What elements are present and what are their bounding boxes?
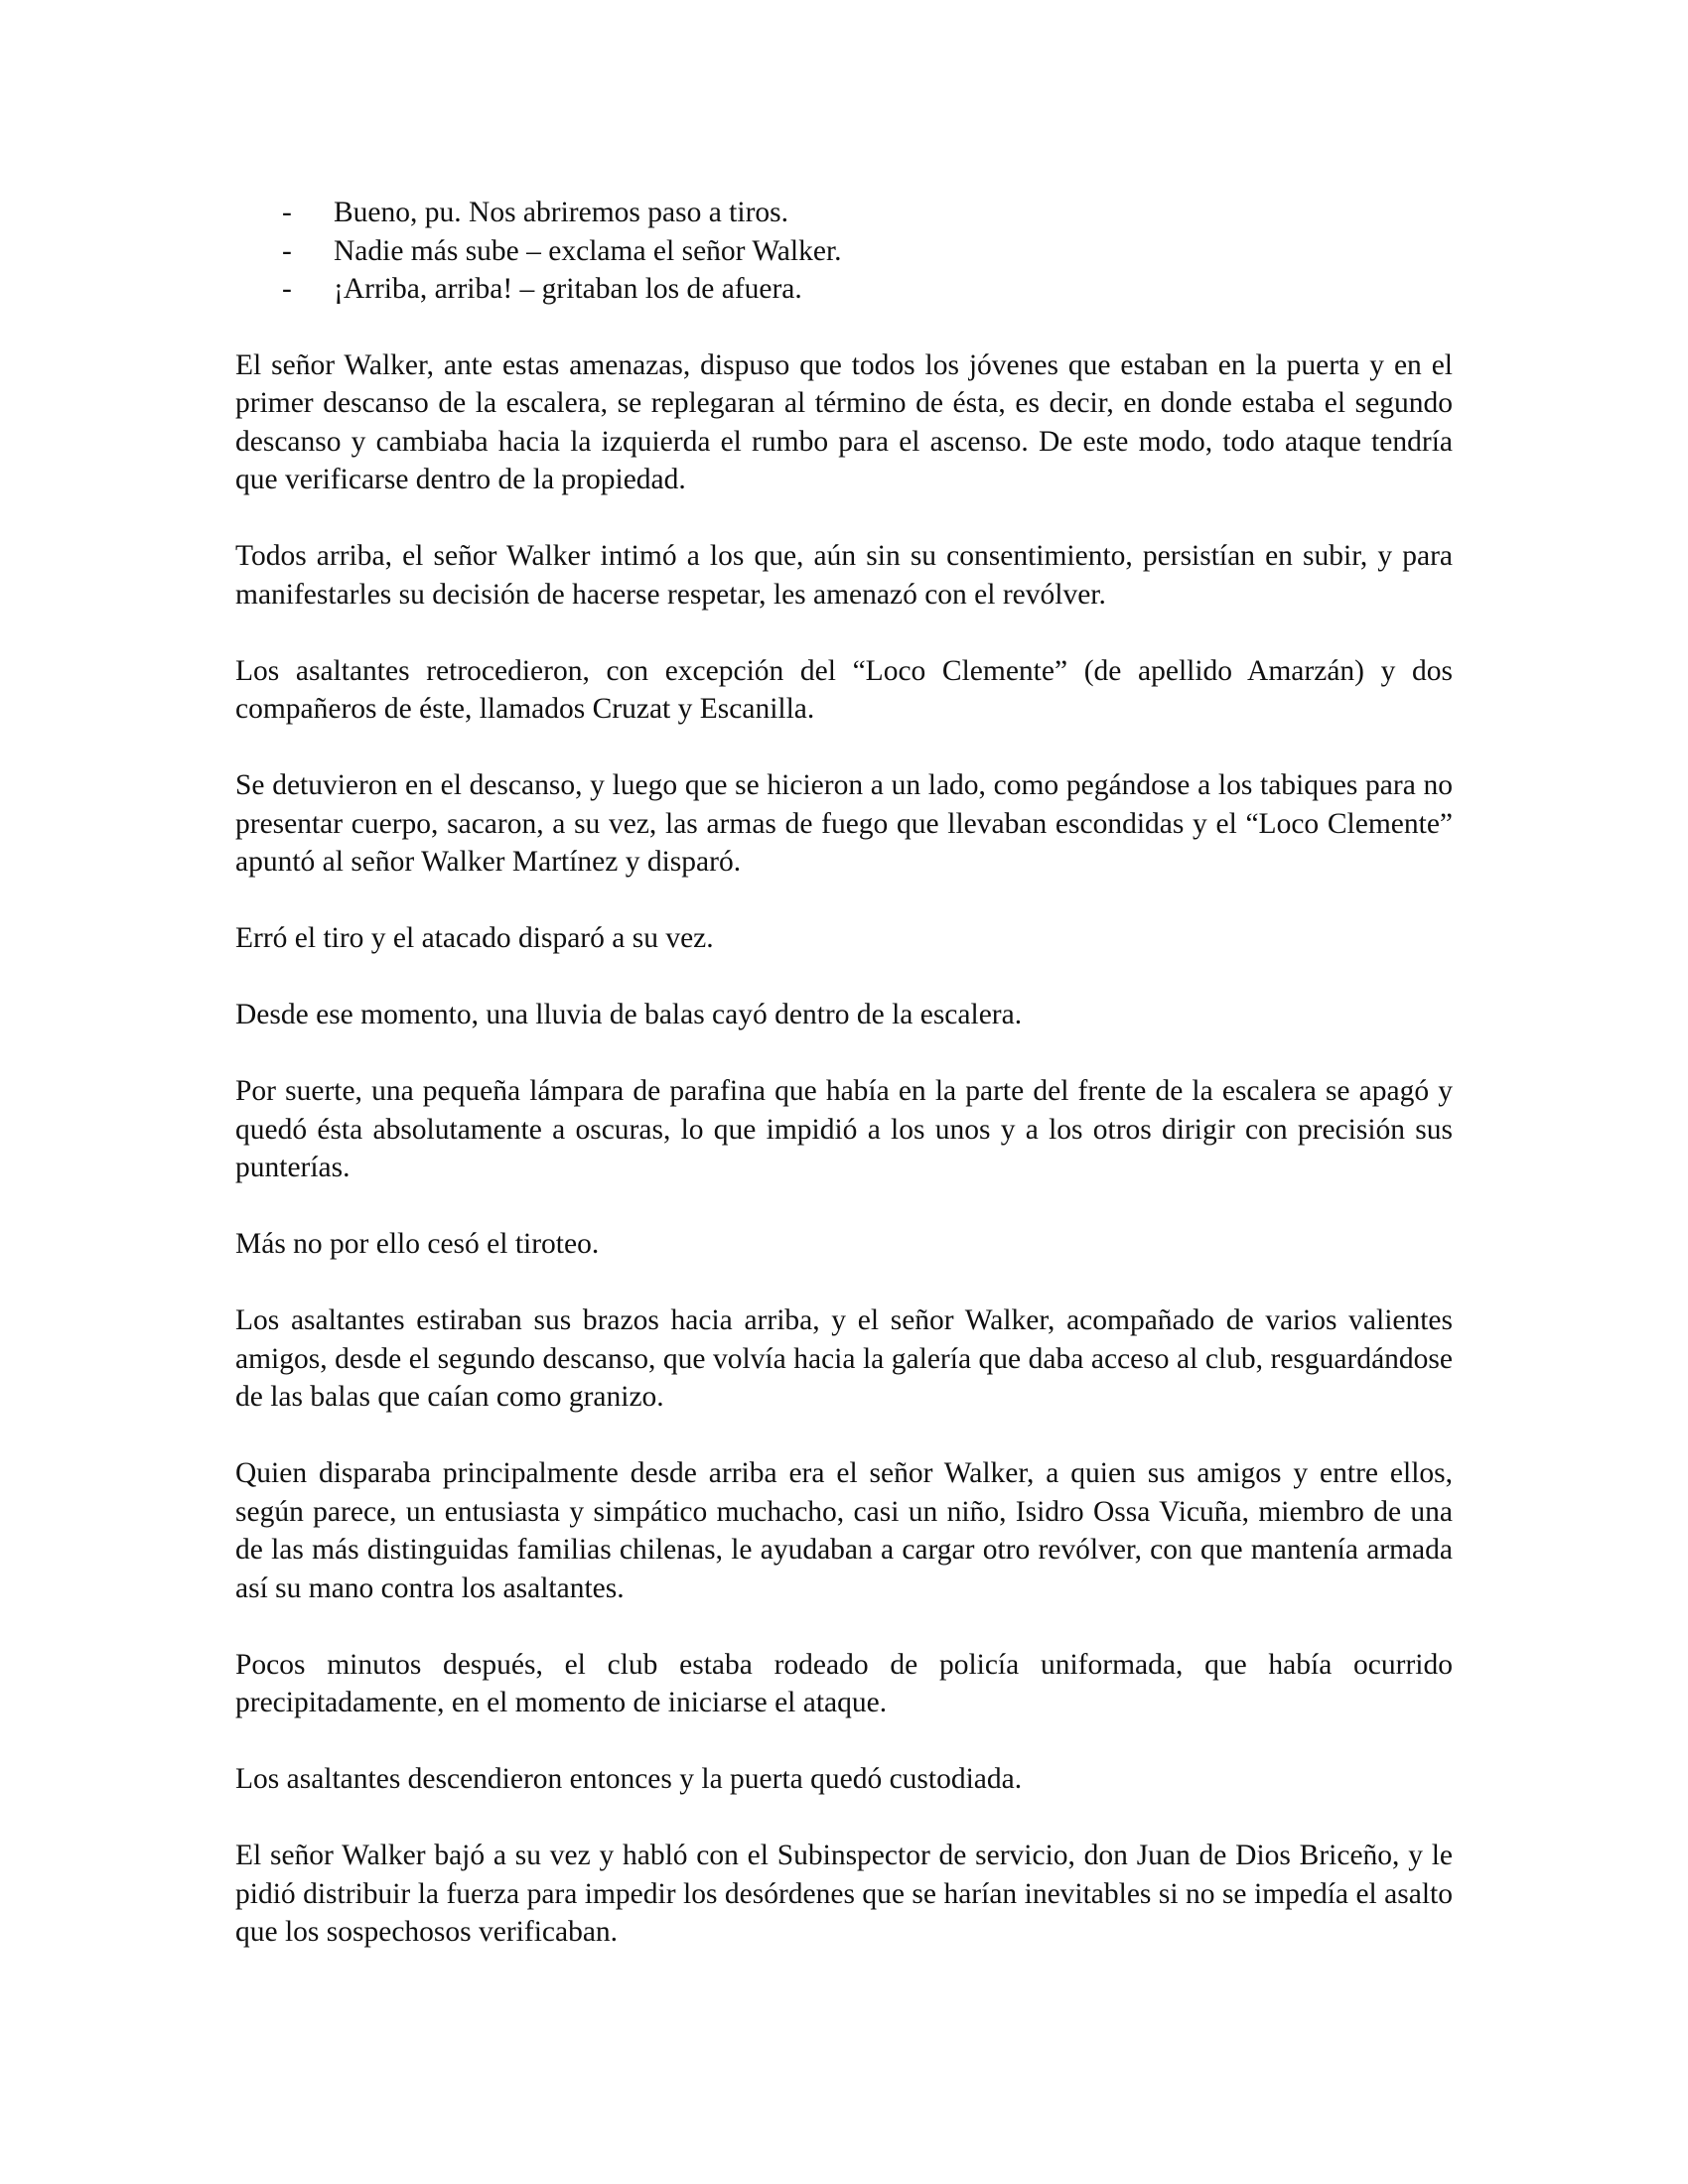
paragraph: Por suerte, una pequeña lámpara de parafina que había en la parte del frente de la escalera se apagó y quedó ésta absolutamente a oscuras, lo que impidió a los unos y a los otros dirigir con precisión sus punterías. [235,1075,1453,1183]
paragraph: El señor Walker, ante estas amenazas, dispuso que todos los jóvenes que estaban en la puerta y en el primer descanso de la escalera, se replegaran al término de ésta, es decir, en donde estaba el segundo descanso y cambiaba hacia la izquierda el rumbo para el ascenso. De este modo, todo ataque tendría que verificarse dentro de la propiedad. [235,348,1453,495]
paragraph: El señor Walker bajó a su vez y habló con el Subinspector de servicio, don Juan de Dios Briceño, y le pidió distribuir la fuerza para impedir los desórdenes que se harían inevitables si no se impedía el asalto que los sospechosos verificaban. [235,1840,1453,1948]
dialogue-list [235,194,1453,309]
paragraph: Los asaltantes estiraban sus brazos hacia arriba, y el señor Walker, acompañado de varios valientes amigos, desde el segundo descanso, que volvía hacia la galería que daba acceso al club, resguardándose de las balas que caían como granizo. [235,1304,1453,1413]
paragraph: Todos arriba, el señor Walker intimó a los que, aún sin su consentimiento, persistían en subir, y para manifestarles su decisión de hacerse respetar, les amenazó con el revólver. [235,540,1453,611]
document-body [235,194,1453,1989]
dialogue-text: Bueno, pu. Nos abriremos paso a tiros. [334,197,788,228]
paragraph: Los asaltantes descendieron entonces y la puerta quedó custodiada. [235,1763,1023,1795]
paragraph: Pocos minutos después, el club estaba rodeado de policía uniformada, que había ocurrido precipitadamente, en el momento de iniciarse el ataque. [235,1648,1453,1718]
dialogue-text: Nadie más sube – exclama el señor Walker. [334,234,842,267]
paragraph: Se detuvieron en el descanso, y luego que se hicieron a un lado, como pegándose a los tabiques para no presentar cuerpo, sacaron, a su vez, las armas de fuego que llevaban escondidas y el “Loco Clemente” apuntó al señor Walker Martínez y disparó. [235,769,1453,878]
paragraph: Más no por ello cesó el tiroteo. [235,1228,600,1260]
dash-marker: - [282,273,292,305]
paragraph: Desde ese momento, una lluvia de balas cayó dentro de la escalera. [235,999,1023,1030]
paragraph: Los asaltantes retrocedieron, con excepción del “Loco Clemente” (de apellido Amarzán) y dos compañeros de éste, llamados Cruzat y Escanilla. [235,654,1453,725]
paragraph: Quien disparaba principalmente desde arriba era el señor Walker, a quien sus amigos y entre ellos, según parece, un entusiasta y simpático muchacho, casi un niño, Isidro Ossa Vicuña, miembro de una de las más distinguidas familias chilenas, le ayudaban a cargar otro revólver, con que mantenía armada así su mano contra los asaltantes. [235,1457,1453,1604]
paragraph: Erró el tiro y el atacado disparó a su vez. [235,922,714,954]
dialogue-line [235,232,1453,271]
dash-marker: - [282,234,292,267]
dialogue-line [235,270,1453,309]
dialogue-line [235,194,1453,232]
dash-marker: - [282,197,292,228]
dialogue-text: ¡Arriba, arriba! – gritaban los de afuera. [334,273,802,305]
